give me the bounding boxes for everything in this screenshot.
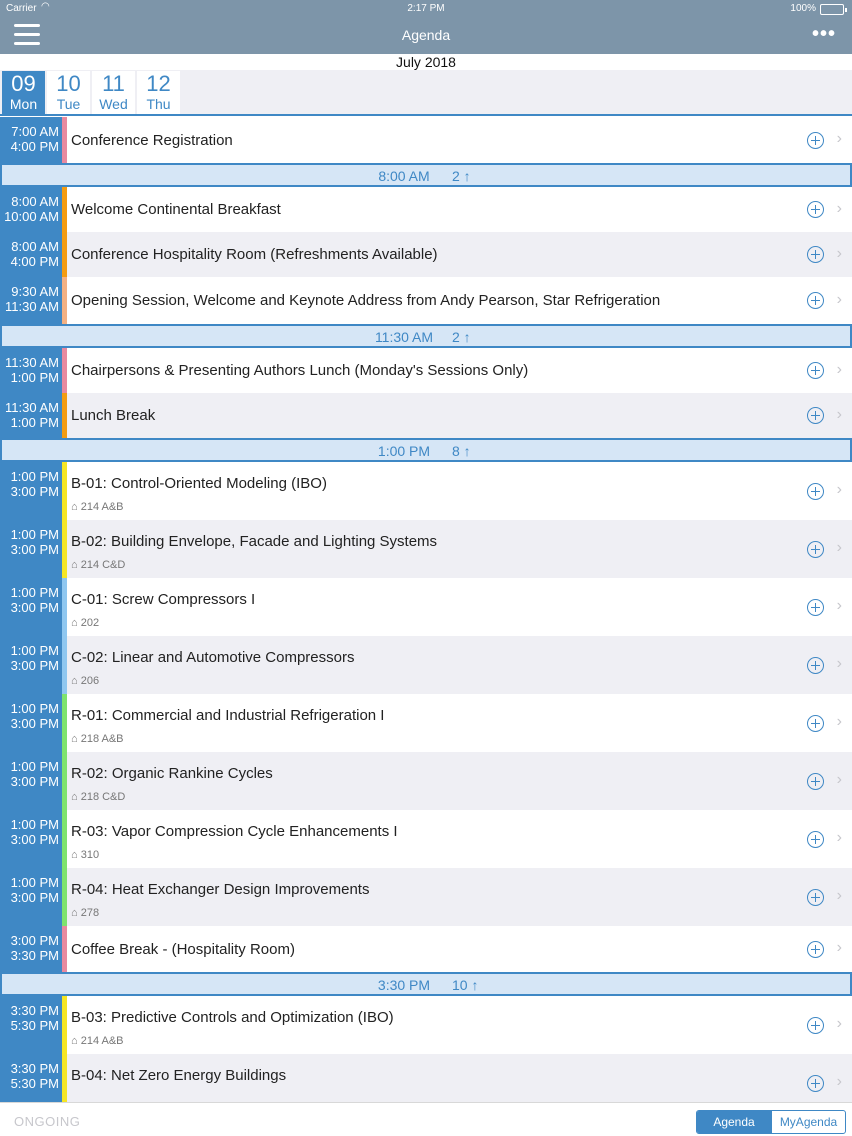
end-time: 4:00 PM — [10, 254, 59, 269]
chevron-right-icon: › — [836, 829, 842, 846]
end-time: 5:30 PM — [10, 1076, 59, 1091]
more-options-icon[interactable]: ••• — [811, 23, 836, 45]
day-selector — [0, 70, 852, 116]
add-to-myagenda-icon[interactable] — [807, 773, 824, 790]
location-icon: ⌂ — [71, 1035, 81, 1047]
end-time: 3:00 PM — [10, 716, 59, 731]
event-title: R-01: Commercial and Industrial Refrigeration I — [71, 707, 385, 724]
time-group-header[interactable] — [0, 163, 852, 187]
event-title: Coffee Break - (Hospitality Room) — [71, 941, 295, 958]
chevron-right-icon: › — [836, 771, 842, 788]
chevron-right-icon: › — [836, 406, 842, 423]
day-of-week: Mon — [9, 96, 38, 112]
event-content — [67, 117, 852, 163]
end-time: 1:00 PM — [10, 370, 59, 385]
event-location — [71, 501, 124, 513]
agenda-row[interactable] — [0, 926, 852, 972]
add-to-myagenda-icon[interactable] — [807, 941, 824, 958]
time-column — [0, 1054, 62, 1102]
event-location — [71, 791, 125, 803]
agenda-segmented-control — [696, 1110, 846, 1134]
event-title: C-01: Screw Compressors I — [71, 591, 256, 608]
location-icon: ⌂ — [71, 617, 81, 629]
event-content — [67, 926, 852, 972]
location-icon: ⌂ — [71, 907, 81, 919]
group-time: 11:30 AM — [374, 329, 434, 345]
group-time: 3:30 PM — [377, 977, 431, 993]
end-time: 3:00 PM — [10, 890, 59, 905]
end-time: 5:30 PM — [10, 1018, 59, 1033]
event-content — [67, 810, 852, 868]
add-to-myagenda-icon[interactable] — [807, 1017, 824, 1034]
add-to-myagenda-icon[interactable] — [807, 599, 824, 616]
time-column — [0, 348, 62, 393]
wifi-icon: ◠ — [41, 1, 50, 12]
battery-icon — [820, 4, 844, 15]
event-title: Welcome Continental Breakfast — [71, 201, 281, 218]
start-time: 8:00 AM — [11, 194, 59, 209]
chevron-right-icon: › — [836, 130, 842, 147]
start-time: 1:00 PM — [10, 527, 59, 542]
event-content — [67, 694, 852, 752]
start-time: 1:00 PM — [10, 875, 59, 890]
agenda-row[interactable] — [0, 277, 852, 324]
event-title: Lunch Break — [71, 407, 156, 424]
agenda-row[interactable] — [0, 1054, 852, 1102]
segment-agenda[interactable]: Agenda — [697, 1111, 771, 1133]
event-title: Chairpersons & Presenting Authors Lunch (Monday's Sessions Only) — [71, 362, 529, 379]
add-to-myagenda-icon[interactable] — [807, 483, 824, 500]
end-time: 11:30 AM — [5, 299, 59, 314]
time-column — [0, 117, 62, 163]
add-to-myagenda-icon[interactable] — [807, 831, 824, 848]
navigation-bar — [0, 0, 852, 54]
time-column — [0, 752, 62, 810]
end-time: 10:00 AM — [4, 209, 59, 224]
start-time: 3:00 PM — [10, 933, 59, 948]
group-time: 8:00 AM — [378, 168, 430, 184]
page-title: Agenda — [401, 27, 451, 43]
time-group-header[interactable] — [0, 972, 852, 996]
end-time: 3:30 PM — [10, 948, 59, 963]
agenda-row[interactable] — [0, 868, 852, 926]
ongoing-filter[interactable]: ONGOING — [14, 1114, 81, 1129]
start-time: 11:30 AM — [5, 400, 59, 415]
event-title: B-02: Building Envelope, Facade and Lighting Systems — [71, 533, 438, 550]
group-count: 10 ↑ — [452, 977, 479, 993]
group-time: 1:00 PM — [377, 443, 431, 459]
group-count: 2 ↑ — [452, 168, 471, 184]
agenda-row[interactable] — [0, 187, 852, 232]
location-text: 278 — [80, 907, 100, 919]
agenda-row[interactable] — [0, 232, 852, 277]
add-to-myagenda-icon[interactable] — [807, 132, 824, 149]
end-time: 3:00 PM — [10, 542, 59, 557]
start-time: 9:30 AM — [11, 284, 59, 299]
start-time: 1:00 PM — [10, 759, 59, 774]
event-title: B-04: Net Zero Energy Buildings — [71, 1067, 287, 1084]
status-bar — [0, 0, 852, 18]
add-to-myagenda-icon[interactable] — [807, 657, 824, 674]
end-time: 3:00 PM — [10, 658, 59, 673]
day-tab[interactable] — [47, 71, 90, 114]
group-count: 2 ↑ — [452, 329, 471, 345]
event-title: Opening Session, Welcome and Keynote Address from Andy Pearson, Star Refrigeration — [71, 292, 661, 309]
agenda-row[interactable] — [0, 752, 852, 810]
chevron-right-icon: › — [836, 539, 842, 556]
chevron-right-icon: › — [836, 597, 842, 614]
time-column — [0, 393, 62, 438]
time-column — [0, 996, 62, 1054]
chevron-right-icon: › — [836, 361, 842, 378]
agenda-row[interactable] — [0, 996, 852, 1054]
end-time: 3:00 PM — [10, 484, 59, 499]
location-text: 214 A&B — [80, 1035, 124, 1047]
end-time: 3:00 PM — [10, 600, 59, 615]
start-time: 1:00 PM — [10, 643, 59, 658]
location-icon: ⌂ — [71, 559, 81, 571]
add-to-myagenda-icon[interactable] — [807, 246, 824, 263]
add-to-myagenda-icon[interactable] — [807, 407, 824, 424]
agenda-list[interactable] — [0, 117, 852, 1102]
day-tab[interactable] — [2, 71, 45, 114]
time-column — [0, 694, 62, 752]
agenda-row[interactable] — [0, 393, 852, 438]
time-column — [0, 462, 62, 520]
event-title: B-03: Predictive Controls and Optimization (IBO) — [71, 1009, 394, 1026]
event-content — [67, 1054, 852, 1102]
day-number: 12 — [146, 71, 171, 96]
event-content — [67, 996, 852, 1054]
location-icon: ⌂ — [71, 675, 81, 687]
add-to-myagenda-icon[interactable] — [807, 292, 824, 309]
event-content — [67, 277, 852, 324]
day-tab[interactable] — [92, 71, 135, 114]
event-location — [71, 907, 99, 919]
location-icon: ⌂ — [71, 501, 81, 513]
chevron-right-icon: › — [836, 200, 842, 217]
day-of-week: Tue — [56, 96, 81, 112]
agenda-row[interactable] — [0, 117, 852, 163]
day-of-week: Thu — [146, 96, 171, 112]
time-column — [0, 520, 62, 578]
chevron-right-icon: › — [836, 481, 842, 498]
battery-percent: 100% — [790, 3, 816, 14]
time-group-header[interactable] — [0, 324, 852, 348]
event-title: B-01: Control-Oriented Modeling (IBO) — [71, 475, 327, 492]
end-time: 4:00 PM — [10, 139, 59, 154]
event-content — [67, 520, 852, 578]
chevron-right-icon: › — [836, 713, 842, 730]
time-column — [0, 277, 62, 324]
add-to-myagenda-icon[interactable] — [807, 715, 824, 732]
end-time: 3:00 PM — [10, 774, 59, 789]
location-text: 214 A&B — [80, 501, 124, 513]
location-text: 206 — [80, 675, 100, 687]
event-content — [67, 578, 852, 636]
event-title: Conference Registration — [71, 132, 233, 149]
location-text: 310 — [80, 849, 100, 861]
time-column — [0, 636, 62, 694]
start-time: 11:30 AM — [5, 355, 59, 370]
month-label: July 2018 — [396, 54, 456, 70]
event-content — [67, 348, 852, 393]
time-column — [0, 868, 62, 926]
time-column — [0, 578, 62, 636]
time-column — [0, 810, 62, 868]
event-content — [67, 232, 852, 277]
time-column — [0, 926, 62, 972]
agenda-row[interactable] — [0, 348, 852, 393]
event-location — [71, 617, 99, 629]
event-content — [67, 636, 852, 694]
day-number: 10 — [56, 71, 81, 96]
add-to-myagenda-icon[interactable] — [807, 1075, 824, 1092]
start-time: 3:30 PM — [10, 1061, 59, 1076]
event-content — [67, 187, 852, 232]
day-number: 09 — [11, 71, 36, 96]
event-content — [67, 393, 852, 438]
start-time: 1:00 PM — [10, 585, 59, 600]
event-location — [71, 1035, 124, 1047]
add-to-myagenda-icon[interactable] — [807, 201, 824, 218]
time-column — [0, 232, 62, 277]
event-title: Conference Hospitality Room (Refreshments Available) — [71, 246, 438, 263]
start-time: 1:00 PM — [10, 817, 59, 832]
location-icon: ⌂ — [71, 791, 81, 803]
agenda-row[interactable] — [0, 810, 852, 868]
start-time: 7:00 AM — [11, 124, 59, 139]
event-title: R-04: Heat Exchanger Design Improvements — [71, 881, 370, 898]
event-content — [67, 868, 852, 926]
add-to-myagenda-icon[interactable] — [807, 889, 824, 906]
event-title: R-02: Organic Rankine Cycles — [71, 765, 273, 782]
carrier-label: Carrier — [6, 3, 37, 14]
location-icon: ⌂ — [71, 849, 81, 861]
chevron-right-icon: › — [836, 939, 842, 956]
chevron-right-icon: › — [836, 1015, 842, 1032]
bottom-bar — [0, 1102, 852, 1136]
end-time: 1:00 PM — [10, 415, 59, 430]
clock: 2:17 PM — [407, 3, 445, 14]
day-number: 11 — [102, 71, 125, 96]
event-location — [71, 849, 99, 861]
chevron-right-icon: › — [836, 887, 842, 904]
start-time: 1:00 PM — [10, 701, 59, 716]
start-time: 3:30 PM — [10, 1003, 59, 1018]
event-title: C-02: Linear and Automotive Compressors — [71, 649, 355, 666]
event-location — [71, 733, 124, 745]
day-tab[interactable] — [137, 71, 180, 114]
chevron-right-icon: › — [836, 291, 842, 308]
chevron-right-icon: › — [836, 1073, 842, 1090]
add-to-myagenda-icon[interactable] — [807, 541, 824, 558]
chevron-right-icon: › — [836, 245, 842, 262]
start-time: 8:00 AM — [11, 239, 59, 254]
location-text: 202 — [80, 617, 100, 629]
segment-myagenda[interactable]: MyAgenda — [771, 1111, 845, 1133]
chevron-right-icon: › — [836, 655, 842, 672]
agenda-row[interactable] — [0, 462, 852, 520]
time-group-header[interactable] — [0, 438, 852, 462]
add-to-myagenda-icon[interactable] — [807, 362, 824, 379]
group-count: 8 ↑ — [452, 443, 471, 459]
location-text: 214 C&D — [80, 559, 126, 571]
agenda-row[interactable] — [0, 520, 852, 578]
start-time: 1:00 PM — [10, 469, 59, 484]
day-of-week: Wed — [99, 96, 128, 112]
agenda-row[interactable] — [0, 578, 852, 636]
event-content — [67, 752, 852, 810]
agenda-row[interactable] — [0, 694, 852, 752]
end-time: 3:00 PM — [10, 832, 59, 847]
event-content — [67, 462, 852, 520]
event-location — [71, 559, 125, 571]
event-title: R-03: Vapor Compression Cycle Enhancements I — [71, 823, 398, 840]
location-text: 218 A&B — [80, 733, 124, 745]
time-column — [0, 187, 62, 232]
agenda-row[interactable] — [0, 636, 852, 694]
location-icon: ⌂ — [71, 733, 81, 745]
location-text: 218 C&D — [80, 791, 126, 803]
event-location — [71, 675, 99, 687]
